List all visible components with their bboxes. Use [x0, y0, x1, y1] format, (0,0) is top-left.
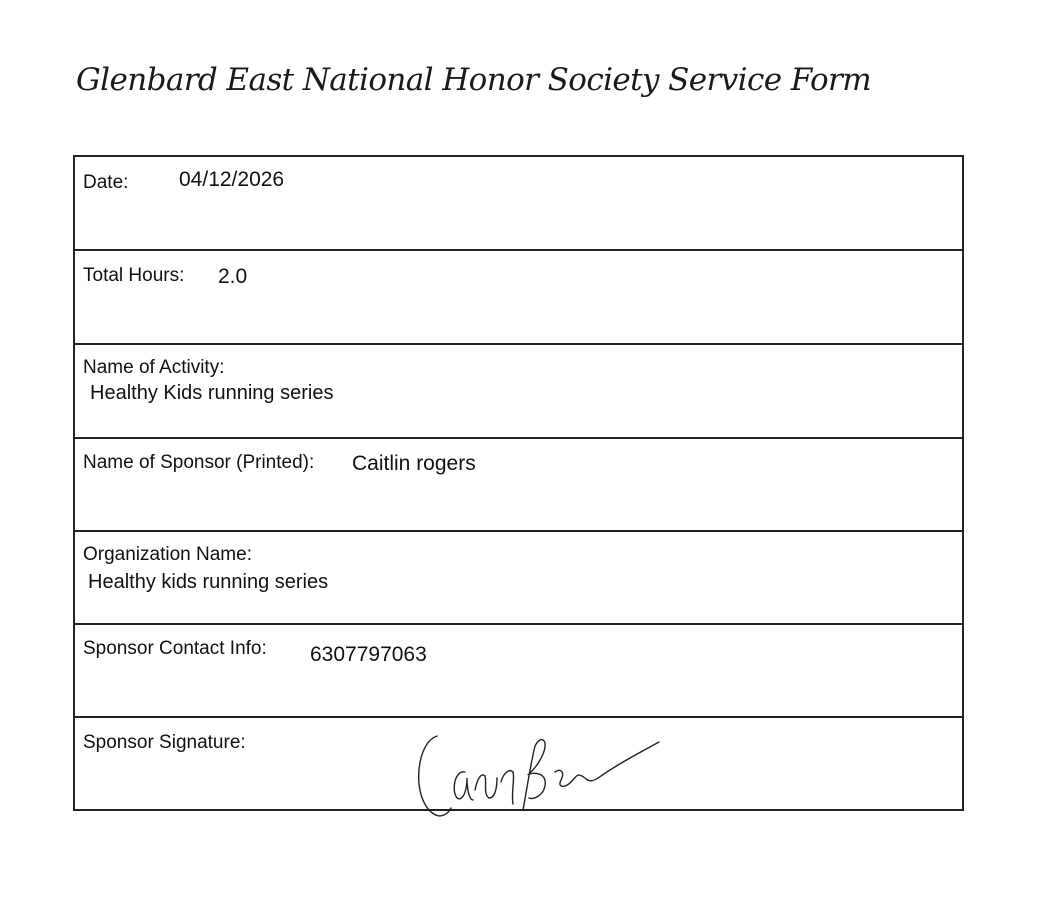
organization-row [75, 532, 962, 625]
organization-label: Organization Name: [83, 544, 252, 565]
organization-value[interactable]: Healthy kids running series [88, 571, 329, 593]
signature-row [75, 718, 962, 809]
sponsor-name-value[interactable]: Caitlin rogers [352, 452, 476, 475]
sponsor-name-label: Name of Sponsor (Printed): [83, 452, 315, 473]
date-value[interactable]: 04/12/2026 [179, 168, 285, 191]
total-hours-row [75, 251, 962, 345]
activity-label: Name of Activity: [83, 357, 225, 378]
service-form-table [73, 155, 964, 811]
contact-value[interactable]: 6307797063 [310, 643, 427, 666]
activity-row [75, 345, 962, 439]
page-title: Glenbard East National Honor Society Service Form [76, 62, 872, 98]
date-label: Date: [83, 172, 129, 193]
contact-label: Sponsor Contact Info: [83, 638, 267, 659]
activity-value[interactable]: Healthy Kids running series [90, 382, 334, 404]
date-row [75, 157, 962, 251]
contact-row [75, 625, 962, 718]
total-hours-value[interactable]: 2.0 [218, 265, 248, 288]
sponsor-name-row [75, 439, 962, 532]
signature-label: Sponsor Signature: [83, 732, 246, 753]
sponsor-signature[interactable] [415, 732, 675, 822]
total-hours-label: Total Hours: [83, 265, 185, 286]
